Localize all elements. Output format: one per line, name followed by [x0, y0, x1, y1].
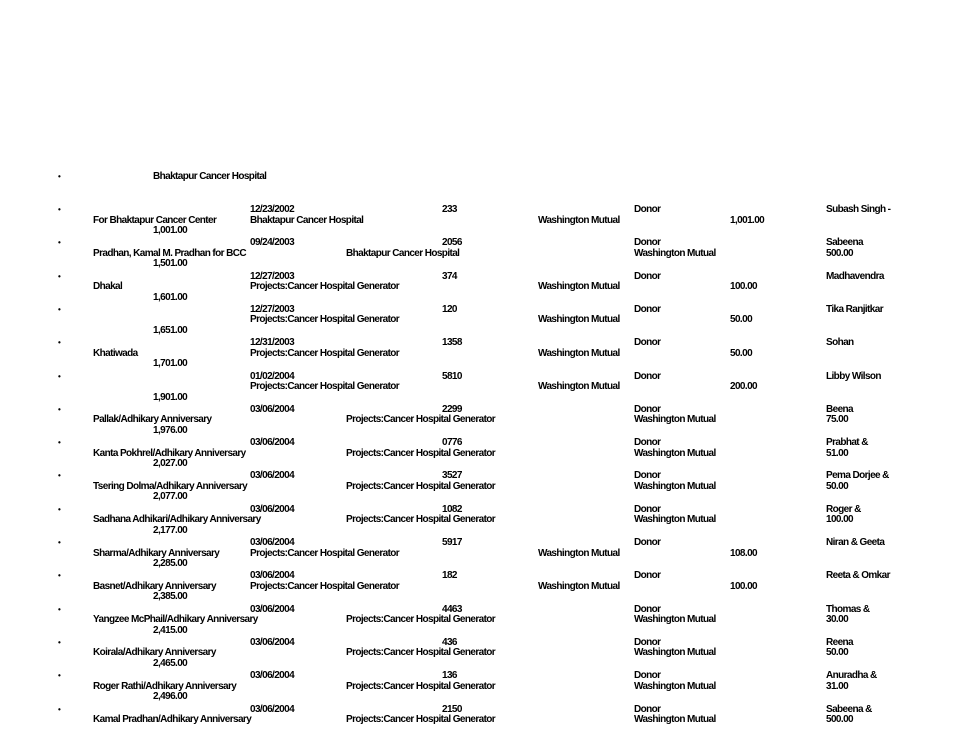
cell-name-head: Reena — [826, 636, 854, 648]
cell-balance: 1,976.00 — [153, 424, 188, 436]
cell-amount-b: 500.00 — [826, 247, 853, 259]
cell-split-b: Washington Mutual — [634, 247, 716, 259]
bullet-icon: • — [58, 604, 61, 614]
cell-memo-b: Projects:Cancer Hospital Generator — [346, 647, 496, 659]
cell-date: 01/02/2004 — [250, 370, 295, 382]
cell-date: 03/06/2004 — [250, 703, 295, 715]
cell-split-a: Washington Mutual — [538, 281, 620, 293]
cell-type: Donor — [634, 470, 661, 482]
cell-date: 03/06/2004 — [250, 537, 295, 548]
bullet-icon: • — [58, 371, 61, 381]
cell-num: 2056 — [442, 237, 462, 249]
cell-balance: 2,496.00 — [153, 691, 188, 703]
cell-amount-b: 50.00 — [826, 480, 849, 492]
bullet-icon: • — [58, 404, 61, 414]
cell-type: Donor — [634, 337, 661, 349]
transaction-row — [58, 205, 938, 238]
cell-amount-b: 100.00 — [826, 514, 853, 526]
cell-type: Donor — [634, 703, 661, 715]
transaction-row — [58, 238, 938, 271]
cell-type: Donor — [634, 537, 661, 548]
cell-memo-a: Projects:Cancer Hospital Generator — [250, 580, 400, 592]
cell-memo-b: Projects:Cancer Hospital Generator — [346, 480, 496, 492]
cell-date: 12/23/2002 — [250, 204, 295, 215]
cell-split-a: Washington Mutual — [538, 214, 620, 226]
bullet-icon: • — [58, 205, 61, 214]
cell-num: 233 — [442, 204, 457, 215]
cell-date: 12/27/2003 — [250, 270, 295, 282]
cell-amount-a: 108.00 — [730, 547, 757, 559]
bullet-icon: • — [58, 438, 61, 448]
cell-balance: 2,465.00 — [153, 657, 188, 669]
cell-split-a: Washington Mutual — [538, 381, 620, 392]
cell-memo-a: Projects:Cancer Hospital Generator — [250, 347, 400, 359]
cell-balance: 2,027.00 — [153, 458, 188, 470]
cell-memo-a: Projects:Cancer Hospital Generator — [250, 547, 400, 559]
cell-split-b: Washington Mutual — [634, 714, 716, 725]
cell-name-tail: Pallak/Adhikary Anniversary — [93, 414, 212, 426]
transaction-row — [58, 538, 938, 571]
cell-balance: 2,077.00 — [153, 491, 188, 503]
cell-split-b: Washington Mutual — [634, 680, 716, 692]
cell-type: Donor — [634, 403, 661, 415]
cell-type: Donor — [634, 204, 661, 215]
bullet-icon: • — [58, 304, 61, 314]
cell-num: 136 — [442, 670, 457, 682]
cell-type: Donor — [634, 636, 661, 648]
cell-name-tail: Kamal Pradhan/Adhikary Anniversary — [93, 714, 252, 725]
cell-num: 2299 — [442, 403, 462, 415]
cell-name-tail: Khatiwada — [93, 347, 138, 359]
cell-name-head: Madhavendra — [826, 270, 884, 282]
cell-date: 03/06/2004 — [250, 437, 295, 449]
cell-amount-b: 51.00 — [826, 447, 849, 459]
cell-split-b: Washington Mutual — [634, 447, 716, 459]
cell-memo-b: Bhaktapur Cancer Hospital — [346, 247, 460, 259]
cell-amount-b: 75.00 — [826, 414, 849, 426]
cell-memo-b: Projects:Cancer Hospital Generator — [346, 680, 496, 692]
transaction-row — [58, 405, 938, 438]
transaction-row — [58, 438, 938, 471]
cell-split-b: Washington Mutual — [634, 414, 716, 426]
cell-type: Donor — [634, 437, 661, 449]
transaction-row — [58, 338, 938, 371]
cell-num: 182 — [442, 570, 457, 582]
bullet-icon: • — [58, 571, 61, 581]
transaction-row — [58, 671, 938, 704]
cell-date: 03/06/2004 — [250, 470, 295, 482]
cell-name-head: Thomas & — [826, 603, 870, 615]
cell-num: 120 — [442, 303, 457, 315]
cell-type: Donor — [634, 603, 661, 615]
cell-memo-b: Projects:Cancer Hospital Generator — [346, 614, 496, 626]
transaction-row — [58, 705, 938, 738]
cell-name-tail: Yangzee McPhail/Adhikary Anniversary — [93, 614, 258, 626]
cell-type: Donor — [634, 570, 661, 582]
cell-name-tail: Roger Rathi/Adhikary Anniversary — [93, 680, 237, 692]
bullet-icon: • — [58, 704, 61, 714]
cell-amount-a: 50.00 — [730, 314, 753, 326]
cell-name-head: Subash Singh - — [826, 204, 891, 215]
cell-memo-b: Projects:Cancer Hospital Generator — [346, 514, 496, 526]
bullet-icon: • — [58, 238, 61, 248]
cell-num: 374 — [442, 270, 457, 282]
cell-name-tail: Sadhana Adhikari/Adhikary Anniversary — [93, 514, 261, 526]
transaction-row — [58, 505, 938, 538]
cell-type: Donor — [634, 303, 661, 315]
cell-num: 1082 — [442, 503, 462, 515]
cell-balance: 2,385.00 — [153, 591, 188, 603]
cell-name-head: Pema Dorjee & — [826, 470, 889, 482]
cell-balance: 1,001.00 — [153, 225, 188, 236]
cell-num: 4463 — [442, 603, 462, 615]
cell-split-b: Washington Mutual — [634, 514, 716, 526]
cell-balance: 1,701.00 — [153, 358, 188, 370]
cell-name-head: Sabeena & — [826, 703, 872, 715]
cell-name-head: Tika Ranjitkar — [826, 303, 884, 315]
cell-name-head: Sabeena — [826, 237, 863, 249]
cell-amount-a: 50.00 — [730, 347, 753, 359]
cell-name-head: Niran & Geeta — [826, 537, 885, 548]
bullet-icon: • — [58, 172, 61, 181]
cell-balance: 2,285.00 — [153, 558, 188, 569]
cell-split-b: Washington Mutual — [634, 480, 716, 492]
cell-name-head: Sohan — [826, 337, 854, 349]
transaction-row — [58, 571, 938, 604]
cell-split-b: Washington Mutual — [634, 614, 716, 626]
cell-name-head: Anuradha & — [826, 670, 877, 682]
transaction-row — [58, 305, 938, 338]
cell-type: Donor — [634, 237, 661, 249]
cell-amount-b: 30.00 — [826, 614, 849, 626]
cell-amount-b: 50.00 — [826, 647, 849, 659]
report-heading: Bhaktapur Cancer Hospital — [153, 171, 267, 182]
transaction-row — [58, 605, 938, 638]
cell-memo-b: Projects:Cancer Hospital Generator — [346, 447, 496, 459]
cell-split-a: Washington Mutual — [538, 314, 620, 326]
cell-memo-a: Projects:Cancer Hospital Generator — [250, 281, 400, 293]
cell-amount-b: 500.00 — [826, 714, 853, 725]
cell-name-tail: Dhakal — [93, 281, 123, 293]
cell-type: Donor — [634, 503, 661, 515]
cell-balance: 2,177.00 — [153, 524, 188, 536]
cell-date: 03/06/2004 — [250, 603, 295, 615]
cell-balance: 1,901.00 — [153, 391, 188, 403]
cell-date: 09/24/2003 — [250, 237, 295, 249]
cell-num: 5810 — [442, 370, 462, 382]
transaction-row — [58, 372, 938, 405]
cell-amount-a: 200.00 — [730, 381, 757, 392]
cell-name-tail: Pradhan, Kamal M. Pradhan for BCC — [93, 247, 247, 259]
cell-split-b: Washington Mutual — [634, 647, 716, 659]
cell-name-head: Prabhat & — [826, 437, 868, 449]
cell-date: 03/06/2004 — [250, 403, 295, 415]
cell-balance: 2,415.00 — [153, 624, 188, 636]
cell-name-tail: Koirala/Adhikary Anniversary — [93, 647, 216, 659]
cell-amount-a: 100.00 — [730, 580, 757, 592]
bullet-icon: • — [58, 471, 61, 481]
cell-memo-a: Projects:Cancer Hospital Generator — [250, 381, 400, 392]
cell-date: 03/06/2004 — [250, 570, 295, 582]
cell-balance: 1,601.00 — [153, 291, 188, 303]
cell-name-tail: Sharma/Adhikary Anniversary — [93, 547, 220, 559]
cell-date: 03/06/2004 — [250, 636, 295, 648]
cell-name-head: Beena — [826, 403, 854, 415]
cell-name-tail: Kanta Pokhrel/Adhikary Anniversary — [93, 447, 246, 459]
cell-name-head: Libby Wilson — [826, 370, 881, 382]
report-heading-row — [58, 172, 938, 184]
cell-type: Donor — [634, 270, 661, 282]
cell-amount-b: 31.00 — [826, 680, 849, 692]
cell-num: 5917 — [442, 537, 462, 548]
cell-name-head: Roger & — [826, 503, 861, 515]
cell-memo-a: Projects:Cancer Hospital Generator — [250, 314, 400, 326]
cell-num: 0776 — [442, 437, 462, 449]
cell-num: 2150 — [442, 703, 462, 715]
bullet-icon: • — [58, 538, 61, 547]
cell-name-tail: Tsering Dolma/Adhikary Anniversary — [93, 480, 248, 492]
cell-split-a: Washington Mutual — [538, 580, 620, 592]
cell-name-tail: For Bhaktapur Cancer Center — [93, 214, 217, 226]
cell-name-tail: Basnet/Adhikary Anniversary — [93, 580, 216, 592]
cell-type: Donor — [634, 370, 661, 382]
cell-num: 436 — [442, 636, 457, 648]
cell-type: Donor — [634, 670, 661, 682]
cell-split-a: Washington Mutual — [538, 547, 620, 559]
cell-name-head: Reeta & Omkar — [826, 570, 890, 582]
transaction-row — [58, 638, 938, 671]
cell-date: 12/31/2003 — [250, 337, 295, 349]
cell-amount-a: 100.00 — [730, 281, 757, 293]
cell-amount-a: 1,001.00 — [730, 214, 765, 226]
cell-split-a: Washington Mutual — [538, 347, 620, 359]
cell-date: 12/27/2003 — [250, 303, 295, 315]
cell-memo-b: Projects:Cancer Hospital Generator — [346, 714, 496, 725]
cell-num: 1358 — [442, 337, 462, 349]
bullet-icon: • — [58, 504, 61, 514]
cell-memo-a: Bhaktapur Cancer Hospital — [250, 214, 364, 226]
bullet-icon: • — [58, 338, 61, 348]
cell-balance: 1,501.00 — [153, 258, 188, 270]
cell-date: 03/06/2004 — [250, 503, 295, 515]
transaction-row — [58, 272, 938, 305]
bullet-icon: • — [58, 671, 61, 681]
cell-memo-b: Projects:Cancer Hospital Generator — [346, 414, 496, 426]
cell-num: 3527 — [442, 470, 462, 482]
cell-date: 03/06/2004 — [250, 670, 295, 682]
bullet-icon: • — [58, 637, 61, 647]
bullet-icon: • — [58, 271, 61, 281]
cell-balance: 1,651.00 — [153, 324, 188, 336]
transaction-row — [58, 471, 938, 504]
